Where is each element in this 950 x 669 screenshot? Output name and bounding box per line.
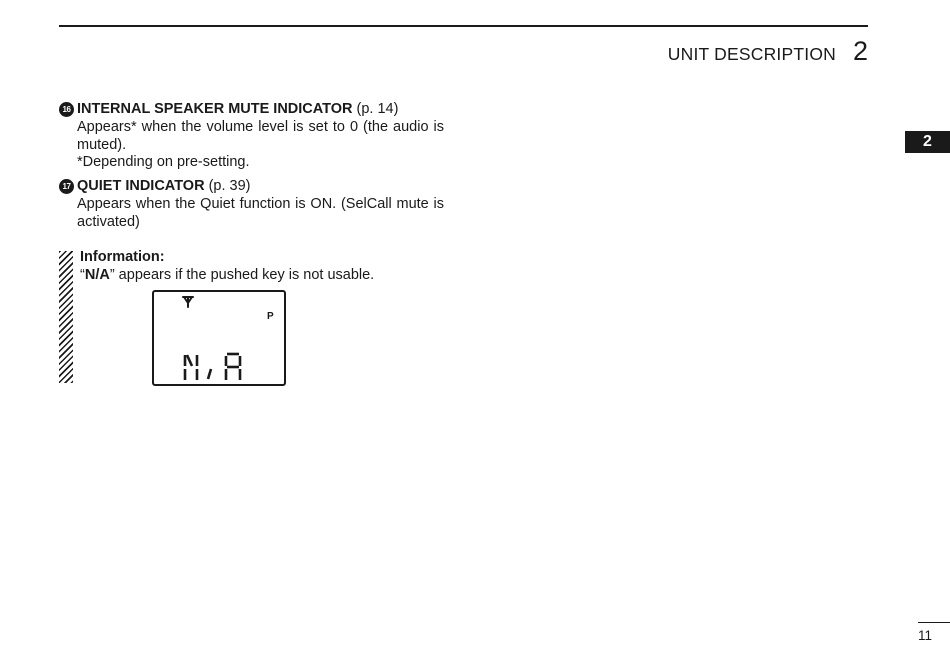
top-rule — [59, 25, 868, 27]
item-number-badge: 16 — [59, 102, 74, 117]
item-heading — [59, 178, 444, 196]
item-heading — [59, 101, 444, 119]
item-title: INTERNAL SPEAKER MUTE INDICATOR — [77, 101, 353, 117]
item-internal-speaker-mute — [59, 101, 444, 172]
na-code: N/A — [84, 267, 110, 283]
chapter-tab: 2 — [905, 131, 950, 153]
item-title: QUIET INDICATOR — [77, 178, 205, 194]
information-text — [80, 267, 374, 283]
page-reference: (p. 39) — [208, 178, 251, 194]
lcd-display — [152, 290, 286, 386]
page-header — [668, 36, 868, 67]
page-reference: (p. 14) — [356, 101, 399, 117]
page-number: 11 — [918, 628, 933, 643]
chapter-number: 2 — [852, 36, 868, 66]
item-number-badge: 17 — [59, 179, 74, 194]
item-note: *Depending on pre-setting. — [77, 154, 250, 171]
item-quiet-indicator — [59, 178, 444, 231]
quote-open: “ — [80, 267, 85, 283]
lcd-graphic — [154, 292, 284, 384]
footer-rule — [918, 622, 950, 623]
information-title: Information: — [80, 249, 165, 265]
lcd-segment-text — [185, 354, 240, 380]
item-body: Appears when the Quiet function is ON. (SelCall mute is activated) — [77, 195, 444, 230]
information-stripe — [59, 251, 73, 383]
item-body: Appears* when the volume level is set to 0 (the audio is muted). — [77, 118, 444, 153]
antenna-icon — [183, 297, 193, 307]
information-sentence: ” appears if the pushed key is not usable. — [109, 267, 375, 283]
lcd-p-indicator: P — [267, 311, 274, 322]
section-title: UNIT DESCRIPTION — [667, 44, 836, 64]
